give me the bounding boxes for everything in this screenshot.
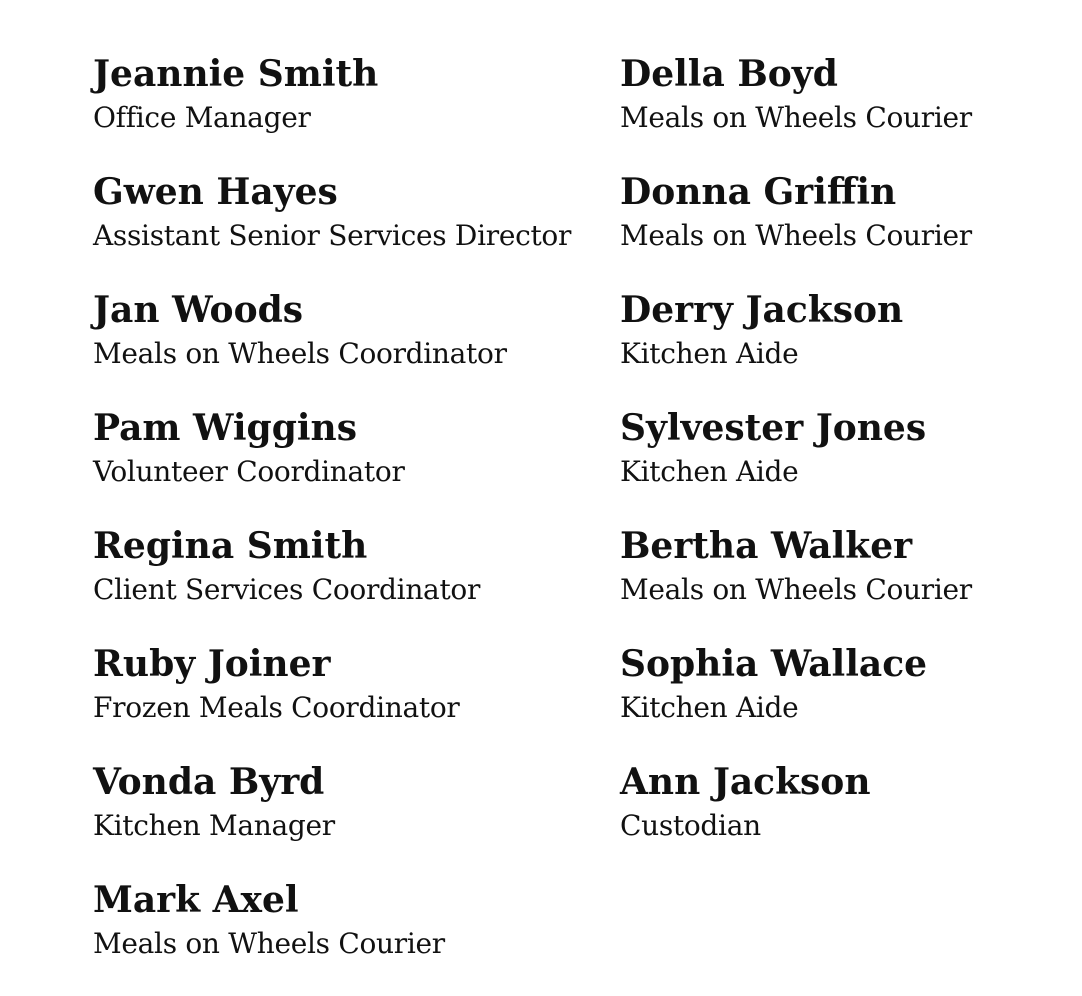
staff-title: Frozen Meals Coordinator (93, 691, 460, 724)
staff-entry (93, 406, 571, 524)
staff-entry (93, 642, 571, 760)
staff-name: Ruby Joiner (93, 643, 331, 685)
staff-title: Office Manager (93, 101, 311, 134)
staff-title: Kitchen Aide (620, 691, 799, 724)
staff-entry (620, 524, 972, 642)
staff-name: Della Boyd (620, 53, 838, 95)
staff-name: Mark Axel (93, 879, 299, 921)
staff-entry (93, 52, 571, 170)
staff-column-left (93, 52, 571, 996)
staff-entry (620, 52, 972, 170)
staff-title: Meals on Wheels Courier (620, 101, 972, 134)
staff-name: Vonda Byrd (93, 761, 325, 803)
staff-name: Regina Smith (93, 525, 368, 567)
staff-title: Meals on Wheels Courier (93, 927, 445, 960)
staff-entry (620, 406, 972, 524)
staff-title: Meals on Wheels Courier (620, 219, 972, 252)
staff-title: Meals on Wheels Coordinator (93, 337, 507, 370)
staff-title: Kitchen Aide (620, 455, 799, 488)
staff-title: Volunteer Coordinator (93, 455, 405, 488)
staff-name: Pam Wiggins (93, 407, 357, 449)
staff-title: Assistant Senior Services Director (93, 219, 572, 252)
staff-entry (93, 288, 571, 406)
staff-name: Sophia Wallace (620, 643, 928, 685)
staff-title: Meals on Wheels Courier (620, 573, 972, 606)
staff-name: Jan Woods (93, 289, 304, 331)
staff-name: Bertha Walker (620, 525, 913, 567)
staff-column-right (620, 52, 972, 878)
staff-entry (620, 760, 972, 878)
staff-title: Custodian (620, 809, 761, 842)
staff-entry (93, 760, 571, 878)
staff-name: Donna Griffin (620, 171, 897, 213)
staff-entry (620, 288, 972, 406)
staff-name: Derry Jackson (620, 289, 904, 331)
staff-entry (620, 170, 972, 288)
staff-entry (93, 878, 571, 996)
staff-name: Sylvester Jones (620, 407, 927, 449)
staff-name: Ann Jackson (620, 761, 871, 803)
staff-name: Jeannie Smith (93, 53, 379, 95)
staff-title: Client Services Coordinator (93, 573, 481, 606)
staff-entry (93, 524, 571, 642)
staff-entry (620, 642, 972, 760)
staff-title: Kitchen Manager (93, 809, 335, 842)
staff-title: Kitchen Aide (620, 337, 799, 370)
staff-entry (93, 170, 571, 288)
staff-name: Gwen Hayes (93, 171, 338, 213)
